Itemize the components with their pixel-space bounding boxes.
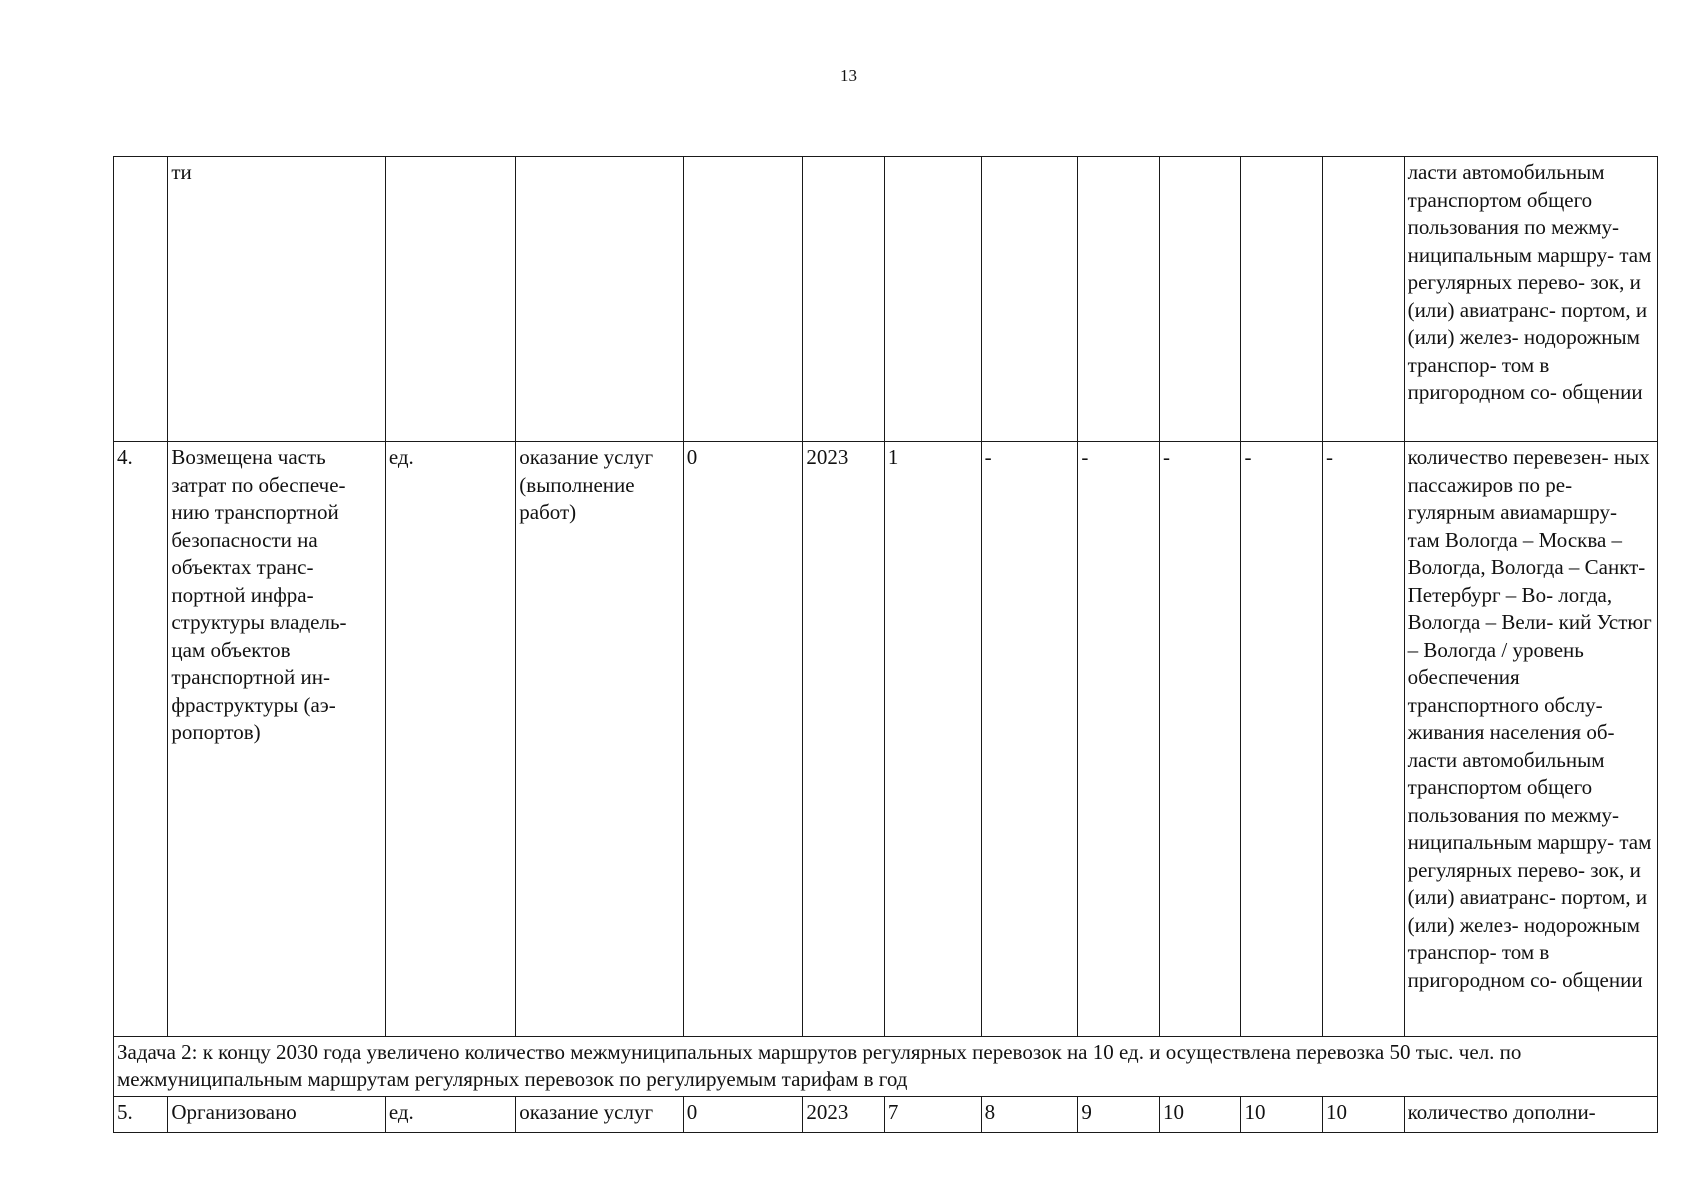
cell-v1: 1 (884, 442, 981, 1037)
page-number: 13 (840, 66, 857, 85)
cell-num (114, 157, 168, 442)
cell-v2: 8 (981, 1097, 1078, 1133)
cell-num: 5. (114, 1097, 168, 1133)
task-row (114, 1037, 1658, 1097)
cell-v3 (1078, 157, 1160, 442)
cell-base-value: 0 (683, 1097, 803, 1133)
cell-v6 (1323, 157, 1405, 442)
cell-v4: - (1159, 442, 1241, 1037)
cell-base-value: 0 (683, 442, 803, 1037)
cell-base-year (803, 157, 885, 442)
cell-unit: ед. (385, 1097, 515, 1133)
cell-type (516, 157, 683, 442)
continuation-row (114, 157, 1658, 442)
cell-v1 (884, 157, 981, 442)
cell-v6: 10 (1323, 1097, 1405, 1133)
task-2-heading: Задача 2: к концу 2030 года увеличено количество межмуниципальных маршрутов регулярных перевозок на 10 ед. и осуществлена перевозка 50 тыс. чел. по межмуниципальным маршрутам регулярных перевозок по регулируемым тарифам в год (114, 1037, 1658, 1097)
cell-indicator: количество дополни- (1404, 1097, 1657, 1133)
cell-name: Организовано (168, 1097, 385, 1133)
table-row-5 (114, 1097, 1658, 1133)
cell-type: оказание услуг (выполнение работ) (516, 442, 683, 1037)
cell-v5: - (1241, 442, 1323, 1037)
cell-v5: 10 (1241, 1097, 1323, 1133)
cell-base-year: 2023 (803, 1097, 885, 1133)
cell-v2: - (981, 442, 1078, 1037)
cell-type: оказание услуг (516, 1097, 683, 1133)
cell-base-value (683, 157, 803, 442)
cell-name-continuation: ти (168, 157, 385, 442)
cell-v2 (981, 157, 1078, 442)
cell-v6: - (1323, 442, 1405, 1037)
cell-num: 4. (114, 442, 168, 1037)
cell-v5 (1241, 157, 1323, 442)
cell-v3: - (1078, 442, 1160, 1037)
cell-indicator-continuation: ласти автомобильным транспортом общего пользования по межму- ниципальным маршру- там регулярных перево- зок, и (или) авиатранс- портом, и (или) желез- нодорожным транспор- том в пригородном со- общении (1404, 157, 1657, 442)
cell-v3: 9 (1078, 1097, 1160, 1133)
table-row-4 (114, 442, 1658, 1037)
cell-v4 (1159, 157, 1241, 442)
cell-v4: 10 (1159, 1097, 1241, 1133)
indicators-table (113, 156, 1658, 1133)
cell-unit (385, 157, 515, 442)
cell-name: Возмещена часть затрат по обеспече- нию транспортной безопасности на объектах транс- портной инфра- структуры владель- цам объектов транспортной ин- фраструктуры (аэ- ропортов) (168, 442, 385, 1037)
cell-unit: ед. (385, 442, 515, 1037)
cell-indicator: количество перевезен- ных пассажиров по ре- гулярным авиамаршру- там Вологда – Москва – Вологда, Вологда – Санкт-Петербург – Во- логда, Вологда – Вели- кий Устюг – Вологда / уровень обеспечения транспортного обслу- живания населения об- ласти автомобильным транспортом общего пользования по межму- ниципальным маршру- там регулярных перево- зок, и (или) авиатранс- портом, и (или) желез- нодорожным транспор- том в пригородном со- общении (1404, 442, 1657, 1037)
cell-base-year: 2023 (803, 442, 885, 1037)
cell-v1: 7 (884, 1097, 981, 1133)
